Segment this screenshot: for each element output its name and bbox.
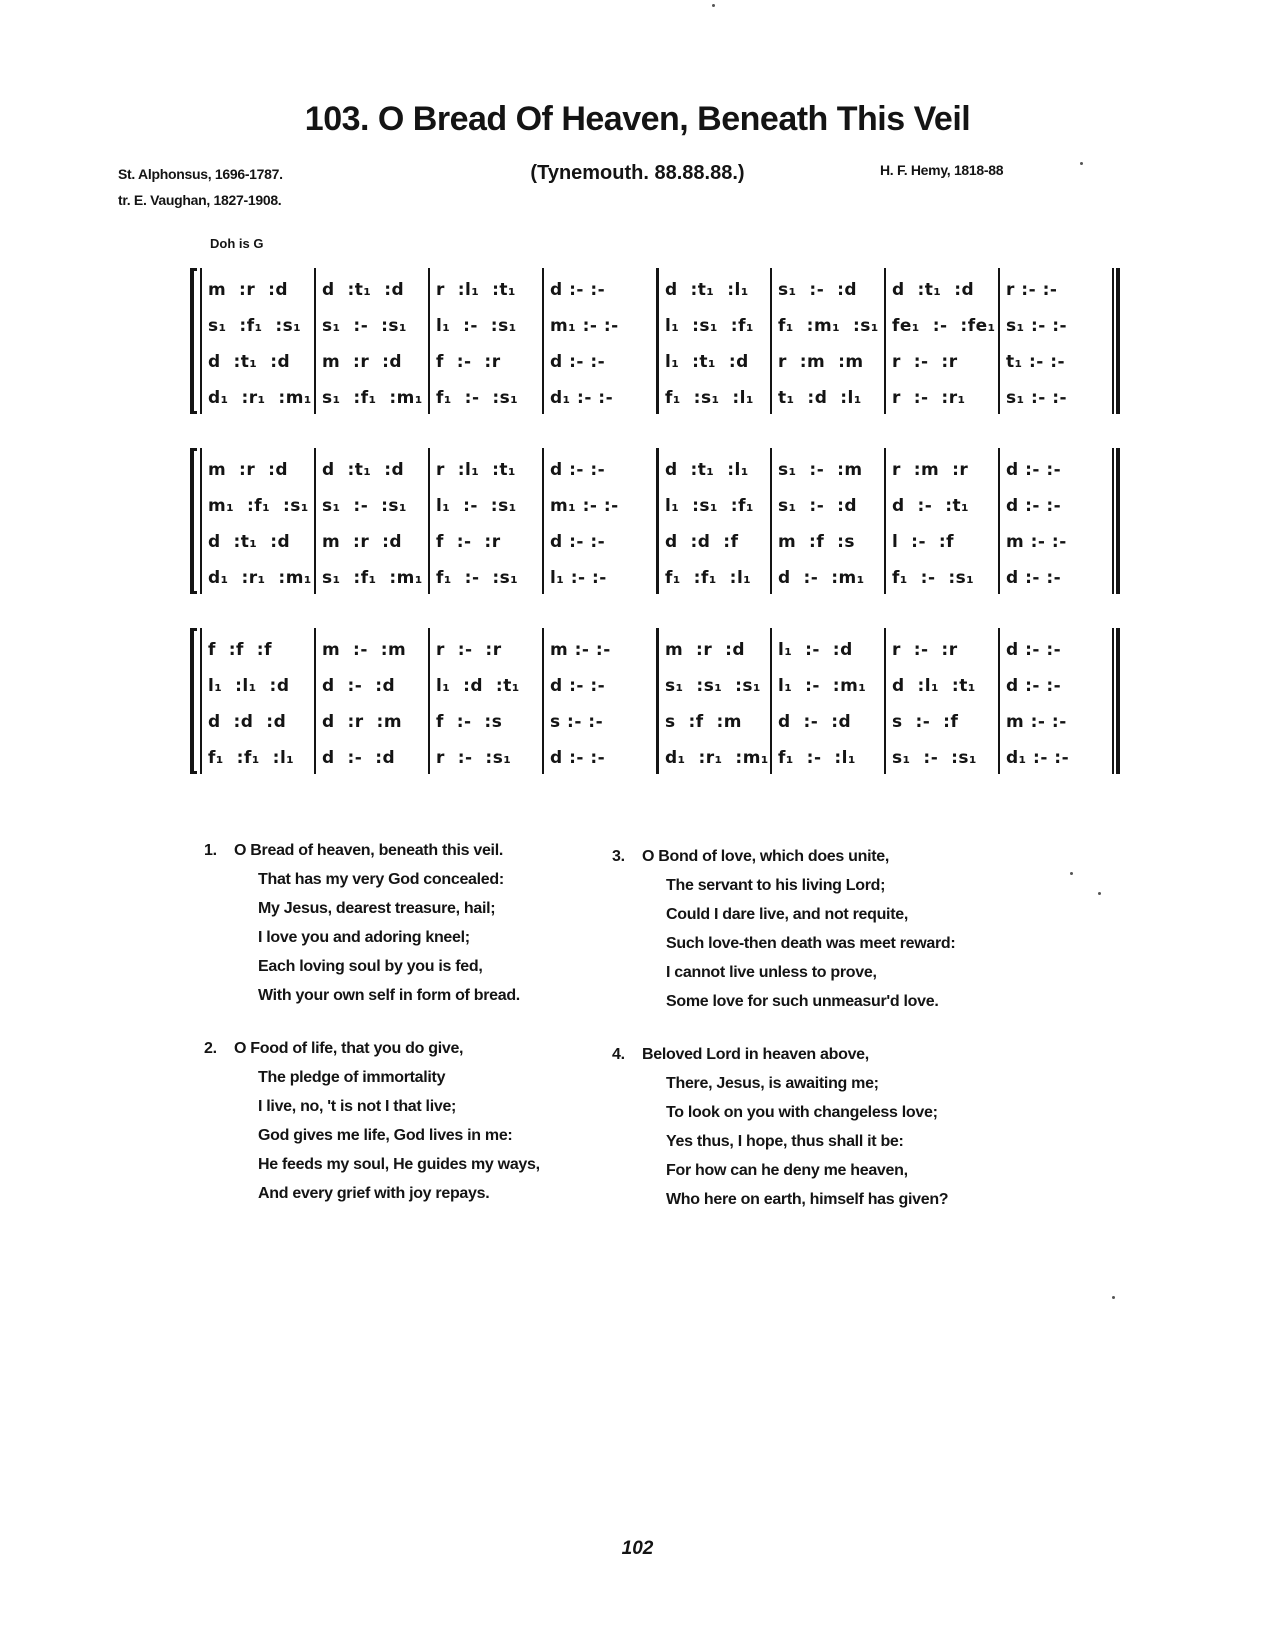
solfa-notes: f₁ :- :s₁ bbox=[436, 568, 519, 588]
solfa-notes: t₁ :d :l₁ bbox=[778, 388, 862, 408]
measure bbox=[884, 448, 998, 594]
stanza-line: Each loving soul by you is fed, bbox=[258, 958, 483, 975]
solfa-notes: s₁ :- :- bbox=[1006, 388, 1068, 408]
scan-speck bbox=[1070, 872, 1073, 875]
stanza-line: I cannot live unless to prove, bbox=[666, 964, 877, 981]
solfa-notes: r :- :r₁ bbox=[892, 388, 966, 408]
measure bbox=[542, 448, 656, 594]
stanza-line: There, Jesus, is awaiting me; bbox=[666, 1075, 879, 1092]
solfa-notes: d :- :m₁ bbox=[778, 568, 865, 588]
measure bbox=[998, 448, 1112, 594]
stanza-2 bbox=[204, 1034, 540, 1208]
solfa-notes: d :- :- bbox=[1006, 640, 1062, 660]
composer-credit: H. F. Hemy, 1818-88 bbox=[880, 162, 1004, 178]
stanza-line: O Food of life, that you do give, bbox=[234, 1040, 464, 1057]
stanza-line: Could I dare live, and not requite, bbox=[666, 906, 908, 923]
solfa-notes: l₁ :- :m₁ bbox=[778, 676, 867, 696]
stanza-3 bbox=[612, 842, 956, 1016]
measure bbox=[314, 448, 428, 594]
solfa-notes: l₁ :- :s₁ bbox=[436, 316, 517, 336]
scan-speck bbox=[712, 4, 715, 7]
stanza-line: O Bond of love, which does unite, bbox=[642, 848, 889, 865]
solfa-notes: s :- :f bbox=[892, 712, 959, 732]
system-brace bbox=[190, 448, 197, 594]
solfa-notes: m :r :d bbox=[208, 460, 289, 480]
solfa-notes: d :t₁ :d bbox=[322, 280, 405, 300]
key-signature: Doh is G bbox=[210, 236, 264, 251]
solfa-notes: m :f :s bbox=[778, 532, 855, 552]
stanza-line: The servant to his living Lord; bbox=[666, 877, 886, 894]
solfa-notes: m :r :d bbox=[322, 532, 403, 552]
measure bbox=[656, 448, 770, 594]
solfa-notes: d :- :d bbox=[322, 676, 396, 696]
measure bbox=[200, 628, 314, 774]
scan-speck bbox=[1080, 162, 1083, 165]
scan-speck bbox=[1112, 1296, 1115, 1299]
solfa-notes: l₁ :- :d bbox=[778, 640, 853, 660]
solfa-notes: d :t₁ :d bbox=[322, 460, 405, 480]
solfa-notes: f₁ :- :s₁ bbox=[892, 568, 975, 588]
solfa-notes: d :- :- bbox=[1006, 568, 1062, 588]
solfa-notes: d :- :- bbox=[550, 460, 606, 480]
stanza-line: Such love-then death was meet reward: bbox=[666, 935, 956, 952]
solfa-notes: l₁ :t₁ :d bbox=[665, 352, 749, 372]
stanza-line: God gives me life, God lives in me: bbox=[258, 1127, 513, 1144]
solfa-notes: s₁ :- :d bbox=[778, 496, 858, 516]
solfa-notes: f₁ :- :l₁ bbox=[778, 748, 856, 768]
stanza-4 bbox=[612, 1040, 949, 1214]
measure bbox=[314, 268, 428, 414]
solfa-notes: f₁ :f₁ :l₁ bbox=[665, 568, 752, 588]
music-system-2 bbox=[190, 448, 1085, 596]
solfa-notes: m₁ :f₁ :s₁ bbox=[208, 496, 309, 516]
solfa-notes: d :t₁ :l₁ bbox=[665, 280, 749, 300]
page-number: 102 bbox=[621, 1538, 654, 1559]
measure bbox=[200, 448, 314, 594]
solfa-notes: d :- :- bbox=[550, 352, 606, 372]
solfa-notes: m :r :d bbox=[322, 352, 403, 372]
solfa-notes: d :d :f bbox=[665, 532, 739, 552]
solfa-notes: r :- :r bbox=[892, 640, 958, 660]
solfa-notes: m :r :d bbox=[208, 280, 289, 300]
solfa-notes: s₁ :f₁ :m₁ bbox=[322, 568, 423, 588]
solfa-notes: s₁ :- :d bbox=[778, 280, 858, 300]
solfa-notes: f :- :r bbox=[436, 352, 501, 372]
music-system-3 bbox=[190, 628, 1085, 776]
solfa-notes: l₁ :s₁ :f₁ bbox=[665, 316, 754, 336]
solfa-notes: t₁ :- :- bbox=[1006, 352, 1066, 372]
stanza-number: 1. bbox=[204, 842, 217, 859]
stanza-line: The pledge of immortality bbox=[258, 1069, 446, 1086]
solfa-notes: s₁ :f₁ :m₁ bbox=[322, 388, 423, 408]
solfa-notes: f₁ :f₁ :l₁ bbox=[208, 748, 295, 768]
solfa-notes: d :t₁ :l₁ bbox=[665, 460, 749, 480]
stanza-line: And every grief with joy repays. bbox=[258, 1185, 490, 1202]
translator-credit: tr. E. Vaughan, 1827-1908. bbox=[118, 192, 282, 208]
solfa-notes: l₁ :l₁ :d bbox=[208, 676, 290, 696]
solfa-notes: s₁ :- :s₁ bbox=[322, 496, 407, 516]
stanza-line: Some love for such unmeasur'd love. bbox=[666, 993, 939, 1010]
stanza-line: To look on you with changeless love; bbox=[666, 1104, 938, 1121]
stanza-line: I live, no, 't is not I that live; bbox=[258, 1098, 457, 1115]
stanza-number: 3. bbox=[612, 848, 625, 865]
solfa-notes: f :- :r bbox=[436, 532, 501, 552]
solfa-notes: d₁ :- :- bbox=[550, 388, 614, 408]
measure bbox=[542, 628, 656, 774]
measure bbox=[770, 628, 884, 774]
solfa-notes: f₁ :s₁ :l₁ bbox=[665, 388, 754, 408]
solfa-notes: r :l₁ :t₁ bbox=[436, 460, 516, 480]
system-brace bbox=[190, 268, 197, 414]
solfa-notes: d :t₁ :d bbox=[208, 532, 291, 552]
solfa-notes: l₁ :- :s₁ bbox=[436, 496, 517, 516]
solfa-notes: d :- :- bbox=[550, 676, 606, 696]
solfa-notes: l :- :f bbox=[892, 532, 955, 552]
solfa-notes: s₁ :- :s₁ bbox=[322, 316, 407, 336]
hymn-title: 103. O Bread Of Heaven, Beneath This Veil bbox=[304, 100, 971, 138]
measure bbox=[314, 628, 428, 774]
solfa-notes: d :t₁ :d bbox=[208, 352, 291, 372]
solfa-notes: d₁ :r₁ :m₁ bbox=[665, 748, 769, 768]
solfa-notes: d :t₁ :d bbox=[892, 280, 975, 300]
solfa-notes: m :r :d bbox=[665, 640, 746, 660]
measure bbox=[656, 628, 770, 774]
measure bbox=[998, 268, 1112, 414]
solfa-notes: s₁ :- :s₁ bbox=[892, 748, 977, 768]
measure bbox=[656, 268, 770, 414]
solfa-notes: s₁ :f₁ :s₁ bbox=[208, 316, 302, 336]
final-barline bbox=[1112, 268, 1120, 414]
solfa-notes: m :- :m bbox=[322, 640, 407, 660]
solfa-notes: f₁ :- :s₁ bbox=[436, 388, 519, 408]
solfa-notes: d :- :- bbox=[1006, 460, 1062, 480]
solfa-notes: s₁ :- :- bbox=[1006, 316, 1068, 336]
solfa-notes: m₁ :- :- bbox=[550, 316, 619, 336]
solfa-notes: s :f :m bbox=[665, 712, 742, 732]
solfa-notes: d :- :d bbox=[778, 712, 852, 732]
tune-name: (Tynemouth. 88.88.88.) bbox=[530, 162, 745, 184]
stanza-line: I love you and adoring kneel; bbox=[258, 929, 470, 946]
stanza-1 bbox=[204, 836, 520, 1010]
stanza-number: 4. bbox=[612, 1046, 625, 1063]
solfa-notes: fe₁ :- :fe₁ bbox=[892, 316, 996, 336]
measure bbox=[542, 268, 656, 414]
music-system-1 bbox=[190, 268, 1085, 416]
measure bbox=[998, 628, 1112, 774]
measure bbox=[428, 448, 542, 594]
solfa-notes: r :- :- bbox=[1006, 280, 1058, 300]
measure bbox=[770, 268, 884, 414]
stanza-line: O Bread of heaven, beneath this veil. bbox=[234, 842, 503, 859]
solfa-notes: d :d :d bbox=[208, 712, 287, 732]
solfa-notes: d :- :d bbox=[322, 748, 396, 768]
stanza-number: 2. bbox=[204, 1040, 217, 1057]
stanza-line: My Jesus, dearest treasure, hail; bbox=[258, 900, 496, 917]
solfa-notes: r :- :r bbox=[892, 352, 958, 372]
solfa-notes: s₁ :- :m bbox=[778, 460, 863, 480]
stanza-line: He feeds my soul, He guides my ways, bbox=[258, 1156, 540, 1173]
author-credit: St. Alphonsus, 1696-1787. bbox=[118, 166, 283, 182]
solfa-notes: m :- :- bbox=[1006, 532, 1067, 552]
solfa-notes: d₁ :- :- bbox=[1006, 748, 1070, 768]
solfa-notes: r :- :r bbox=[436, 640, 502, 660]
solfa-notes: d :- :- bbox=[550, 280, 606, 300]
solfa-notes: d :- :- bbox=[1006, 676, 1062, 696]
solfa-notes: f :- :s bbox=[436, 712, 503, 732]
system-brace bbox=[190, 628, 197, 774]
stanza-line: Who here on earth, himself has given? bbox=[666, 1191, 949, 1208]
stanza-line: With your own self in form of bread. bbox=[258, 987, 520, 1004]
solfa-notes: f₁ :m₁ :s₁ bbox=[778, 316, 879, 336]
solfa-notes: r :m :r bbox=[892, 460, 969, 480]
solfa-notes: d₁ :r₁ :m₁ bbox=[208, 388, 312, 408]
solfa-notes: d :- :- bbox=[550, 748, 606, 768]
stanza-line: Beloved Lord in heaven above, bbox=[642, 1046, 869, 1063]
solfa-notes: s :- :- bbox=[550, 712, 604, 732]
scan-speck bbox=[1098, 892, 1101, 895]
solfa-notes: f :f :f bbox=[208, 640, 272, 660]
stanza-line: Yes thus, I hope, thus shall it be: bbox=[666, 1133, 904, 1150]
solfa-notes: r :- :s₁ bbox=[436, 748, 512, 768]
solfa-notes: d :- :t₁ bbox=[892, 496, 970, 516]
solfa-notes: l₁ :d :t₁ bbox=[436, 676, 520, 696]
solfa-notes: d :- :- bbox=[550, 532, 606, 552]
final-barline bbox=[1112, 628, 1120, 774]
solfa-notes: l₁ :s₁ :f₁ bbox=[665, 496, 754, 516]
solfa-notes: r :m :m bbox=[778, 352, 864, 372]
stanza-line: For how can he deny me heaven, bbox=[666, 1162, 908, 1179]
measure bbox=[884, 268, 998, 414]
measure bbox=[884, 628, 998, 774]
solfa-notes: l₁ :- :- bbox=[550, 568, 607, 588]
measure bbox=[428, 628, 542, 774]
stanza-line: That has my very God concealed: bbox=[258, 871, 504, 888]
measure bbox=[200, 268, 314, 414]
measure bbox=[428, 268, 542, 414]
solfa-notes: m₁ :- :- bbox=[550, 496, 619, 516]
final-barline bbox=[1112, 448, 1120, 594]
solfa-notes: d :r :m bbox=[322, 712, 403, 732]
solfa-notes: d₁ :r₁ :m₁ bbox=[208, 568, 312, 588]
solfa-notes: d :l₁ :t₁ bbox=[892, 676, 976, 696]
solfa-notes: d :- :- bbox=[1006, 496, 1062, 516]
measure bbox=[770, 448, 884, 594]
solfa-notes: s₁ :s₁ :s₁ bbox=[665, 676, 761, 696]
solfa-notes: m :- :- bbox=[1006, 712, 1067, 732]
solfa-notes: r :l₁ :t₁ bbox=[436, 280, 516, 300]
solfa-notes: m :- :- bbox=[550, 640, 611, 660]
